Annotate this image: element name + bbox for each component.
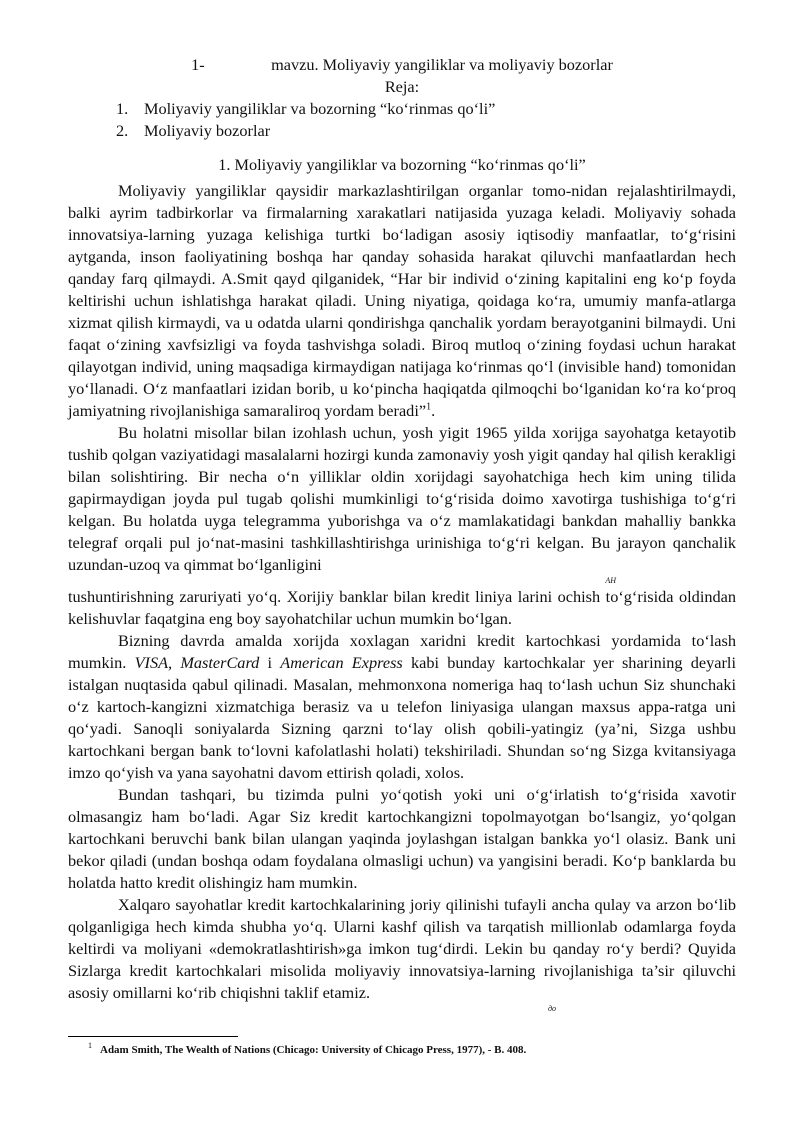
topic-number: 1- — [191, 55, 205, 74]
paragraph-4: Bundan tashqari, bu tizimda pulni yo‘qotish yoki uni o‘g‘irlatish to‘g‘risida xavotir olmasangiz ham bo‘ladi. Agar Siz kredit kartochkangizni topolmayotgan bo‘lsangiz, yo‘qolgan kartochkani beruvchi bank bilan ulangan yaqinda joylashgan istalgan bankka yo‘l olasiz. Bank uni bekor qiladi (undan boshqa odam foydalana olmasligi uchun) va yangisini beradi. Ko‘p banklarda bu holatda hatto kredit olishingiz ham mumkin. — [68, 785, 736, 892]
paragraph-1: Moliyaviy yangiliklar qaysidir markazlashtirilgan organlar tomo-nidan rejalashtirilmaydi, balki ayrim tadbirkorlar va firmalarning xarakatlari natijasida yuzaga keladi. Moliyaviy sohada innovatsiya-larning yuzaga kelishiga turtki bo‘ladigan asosiy iqtisodiy manfaatlar, to‘g‘risini aytganda, inson faoliyatining boshqa har qanday sohasida harakat qiluvchi manfaatlardan hech qanday farq qilmaydi. A.Smit qayd qilganidek, “Har bir individ o‘zining kapitalini eng ko‘p foyda keltirishi uchun ishlatishga harakat qiladi. Uning niyatiga, qoidaga ko‘ra, umumiy manfa-atlarga xizmat qilish kirmaydi, va u odatda ularni qondirishga qanchalik yordam berayotganini bilmaydi. Uni faqat o‘zining xavfsizligi va foyda tashvishga soladi. Biroq mutloq o‘zining foydasi uchun harakat qilayotgan individ, uning maqsadiga kirmaydigan natijaga ko‘rinmas qo‘l (invisible hand) tomonidan yo‘llanadi. O‘z manfaatlari izidan borib, u ko‘pincha haqiqatda qilmoqchi bo‘lganidan ko‘ra ko‘proq jamiyatning rivojlanishiga samaraliroq yordam beradi”$^1$. — [68, 181, 736, 420]
document-page — [68, 54, 736, 1014]
footnote-divider — [68, 1036, 238, 1037]
margin-mark-2: до — [547, 1004, 556, 1013]
footnote-number: 1 — [88, 1041, 92, 1051]
margin-mark: АН — [605, 576, 616, 585]
footnote — [88, 1041, 728, 1056]
paragraph-2: Bu holatni misollar bilan izohlash uchun, yosh yigit 1965 yilda xorijga sayohatga ketayotib tushib qolgan vaziyatidagi masalalarni hozirgi kunda zamonaviy yosh yigit qanday hal qilish kerakligi bilan solishtiring. Bir necha o‘n yilliklar oldin xorijdagi sayohatchiga hech kim uning tilida gapirmaydigan joyda pul tugab qolishi mumkinligi to‘g‘risida doimo xavotirga tushishiga to‘g‘ri kelgan. Bu holatda uyga telegramma yuborishga va o‘z mamlakatidagi bankdan mahalliy bankka telegraf orqali pul jo‘nat-masini tashkillashtirishga urinishiga to‘g‘ri kelgan. Bu jarayon qanchalik uzundan-uzoq va qimmat bo‘lganligini — [68, 423, 736, 574]
paragraph-2-continued: tushuntirishning zaruriyati yo‘q. Xorijiy banklar bilan kredit liniya larini ochish to‘g‘risida oldindan kelishuvlar faqatgina eng boy sayohatchilar uchun mumkin bo‘lgan. — [68, 587, 736, 628]
paragraph-5: Xalqaro sayohatlar kredit kartochkalarining joriy qilinishi tufayli ancha qulay va arzon bo‘lib qolganligiga hech kimda shubha yo‘q. Ularni kashf qilish va tarqatish millionlab odamlarga foyda keltirdi va moliyani «demokratlashtirish»ga imkon tug‘dirdi. Lekin bu qanday ro‘y berdi? Quyida Sizlarga kredit kartochkalari misolida moliyaviy innovatsiya-larning rivojlanishiga ta’sir qiluvchi asosiy omillarni ko‘rib chiqishni taklif etamiz. — [68, 895, 736, 1002]
footnote-text: Adam Smith, The Wealth of Nations (Chicago: University of Chicago Press, 1977), - B. 408. — [100, 1044, 527, 1056]
footnote-ref[interactable]: 1 — [426, 401, 432, 413]
topic-title — [68, 54, 736, 76]
plan-item: 1. Moliyaviy yangiliklar va bozorning “ko‘rinmas qo‘li” — [116, 99, 496, 118]
paragraph-3: Bizning davrda amalda xorijda xoxlagan xaridni kredit kartochkasi yordamida to‘lash mumkin. VISA, MasterCard i American Express kabi bunday kartochkalar yer sharining deyarli istalgan nuqtasida qabul qilinadi. Masalan, mehmonxona nomeriga haq to‘lash uchun Siz shunchaki o‘z kartoch-kangizni xizmatchiga berasiz va u telefon liniyasiga ulangan maxsus appa-ratga uni qo‘yadi. Sanoqli soniyalarda Sizning qarzni to‘lay olish qobili-yatingiz (ya’ni, Sizga ushbu kartochkani bergan bank to‘lovni kafolatlashi holati) tekshiriladi. Shundan so‘ng Sizga kvitansiyaga imzo qo‘yish va yana sayohatni davom ettirish qoladi, xolos. — [68, 631, 736, 782]
section-heading: 1. Moliyaviy yangiliklar va bozorning “ko‘rinmas qo‘li” — [218, 155, 586, 174]
topic-title-text: mavzu. Moliyaviy yangiliklar va moliyaviy bozorlar — [271, 55, 613, 74]
plan-item: 2. Moliyaviy bozorlar — [116, 121, 271, 140]
plan-list — [68, 98, 736, 142]
plan-heading: Reja: — [384, 77, 420, 96]
